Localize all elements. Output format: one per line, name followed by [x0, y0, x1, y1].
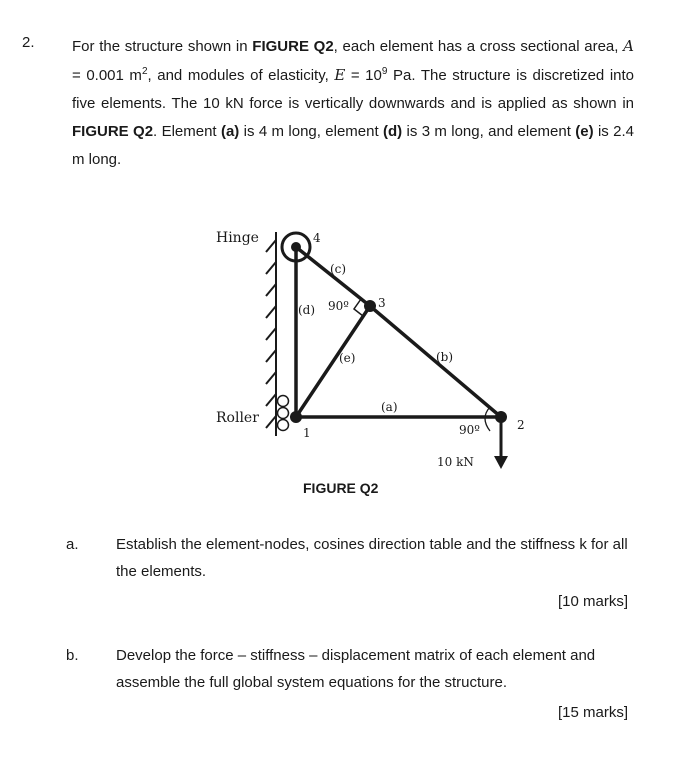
part-b-letter: b. — [66, 647, 79, 664]
angle-right-label: 90º — [459, 423, 480, 437]
roller-support — [278, 396, 289, 431]
element-b-label: (b) — [436, 350, 454, 364]
member-e — [296, 306, 370, 417]
force-arrow — [494, 417, 508, 469]
figure-ref: FIGURE Q2 — [72, 123, 154, 140]
part-b-text: Develop the force – stiffness – displacement matrix of each element and assemble the full global system equations for the structure. — [116, 647, 596, 691]
hinge-label: Hinge — [216, 230, 259, 246]
element-d-label: (d) — [298, 303, 316, 317]
node-3-label: 3 — [378, 296, 386, 310]
angle-top-label: 90º — [328, 299, 349, 313]
question-number: 2. — [22, 34, 35, 51]
truss-members — [296, 247, 501, 417]
part-a-text: Establish the element-nodes, cosines direction table and the stiffness k for all the elements. — [116, 536, 628, 580]
force-label: 10 kN — [437, 455, 474, 469]
element-e-label: (e) — [339, 351, 356, 365]
roller-label: Roller — [216, 410, 259, 426]
figure-ref: FIGURE Q2 — [252, 38, 334, 55]
part-a-marks: [10 marks] — [557, 593, 628, 610]
modulus-symbol: E — [334, 66, 346, 84]
part-a-letter: a. — [66, 536, 79, 553]
element-a-label: (a) — [381, 400, 398, 414]
figure-caption: FIGURE Q2 — [303, 480, 379, 496]
question-intro: For the structure shown in FIGURE Q2, each element has a cross sectional area, A = 0.001 $m^2$, and modules of elasticity, $E = 10^9$ Pa. The structure is discretized into five elements. The 10 kN force is vertically downwards and is applied as shown in FIGURE Q2. Element (a) is 4 m long, element (d) is 3 m long, and element (e) is 2.4 m long. — [72, 37, 635, 168]
element-ref-e: (e) — [575, 123, 594, 140]
node-3 — [364, 300, 376, 312]
element-ref-a: (a) — [220, 123, 240, 140]
node-4 — [291, 242, 301, 252]
part-b-marks: [15 marks] — [557, 704, 628, 721]
angle-arc-node2 — [485, 407, 490, 431]
area-symbol: A — [623, 37, 634, 55]
element-ref-d: (d) — [383, 123, 403, 140]
support-wall — [266, 232, 276, 436]
node-1-label: 1 — [303, 426, 311, 440]
node-4-label: 4 — [313, 231, 321, 245]
node-2-label: 2 — [517, 418, 525, 432]
node-1 — [290, 411, 302, 423]
element-c-label: (c) — [330, 262, 347, 276]
member-c — [296, 247, 370, 306]
